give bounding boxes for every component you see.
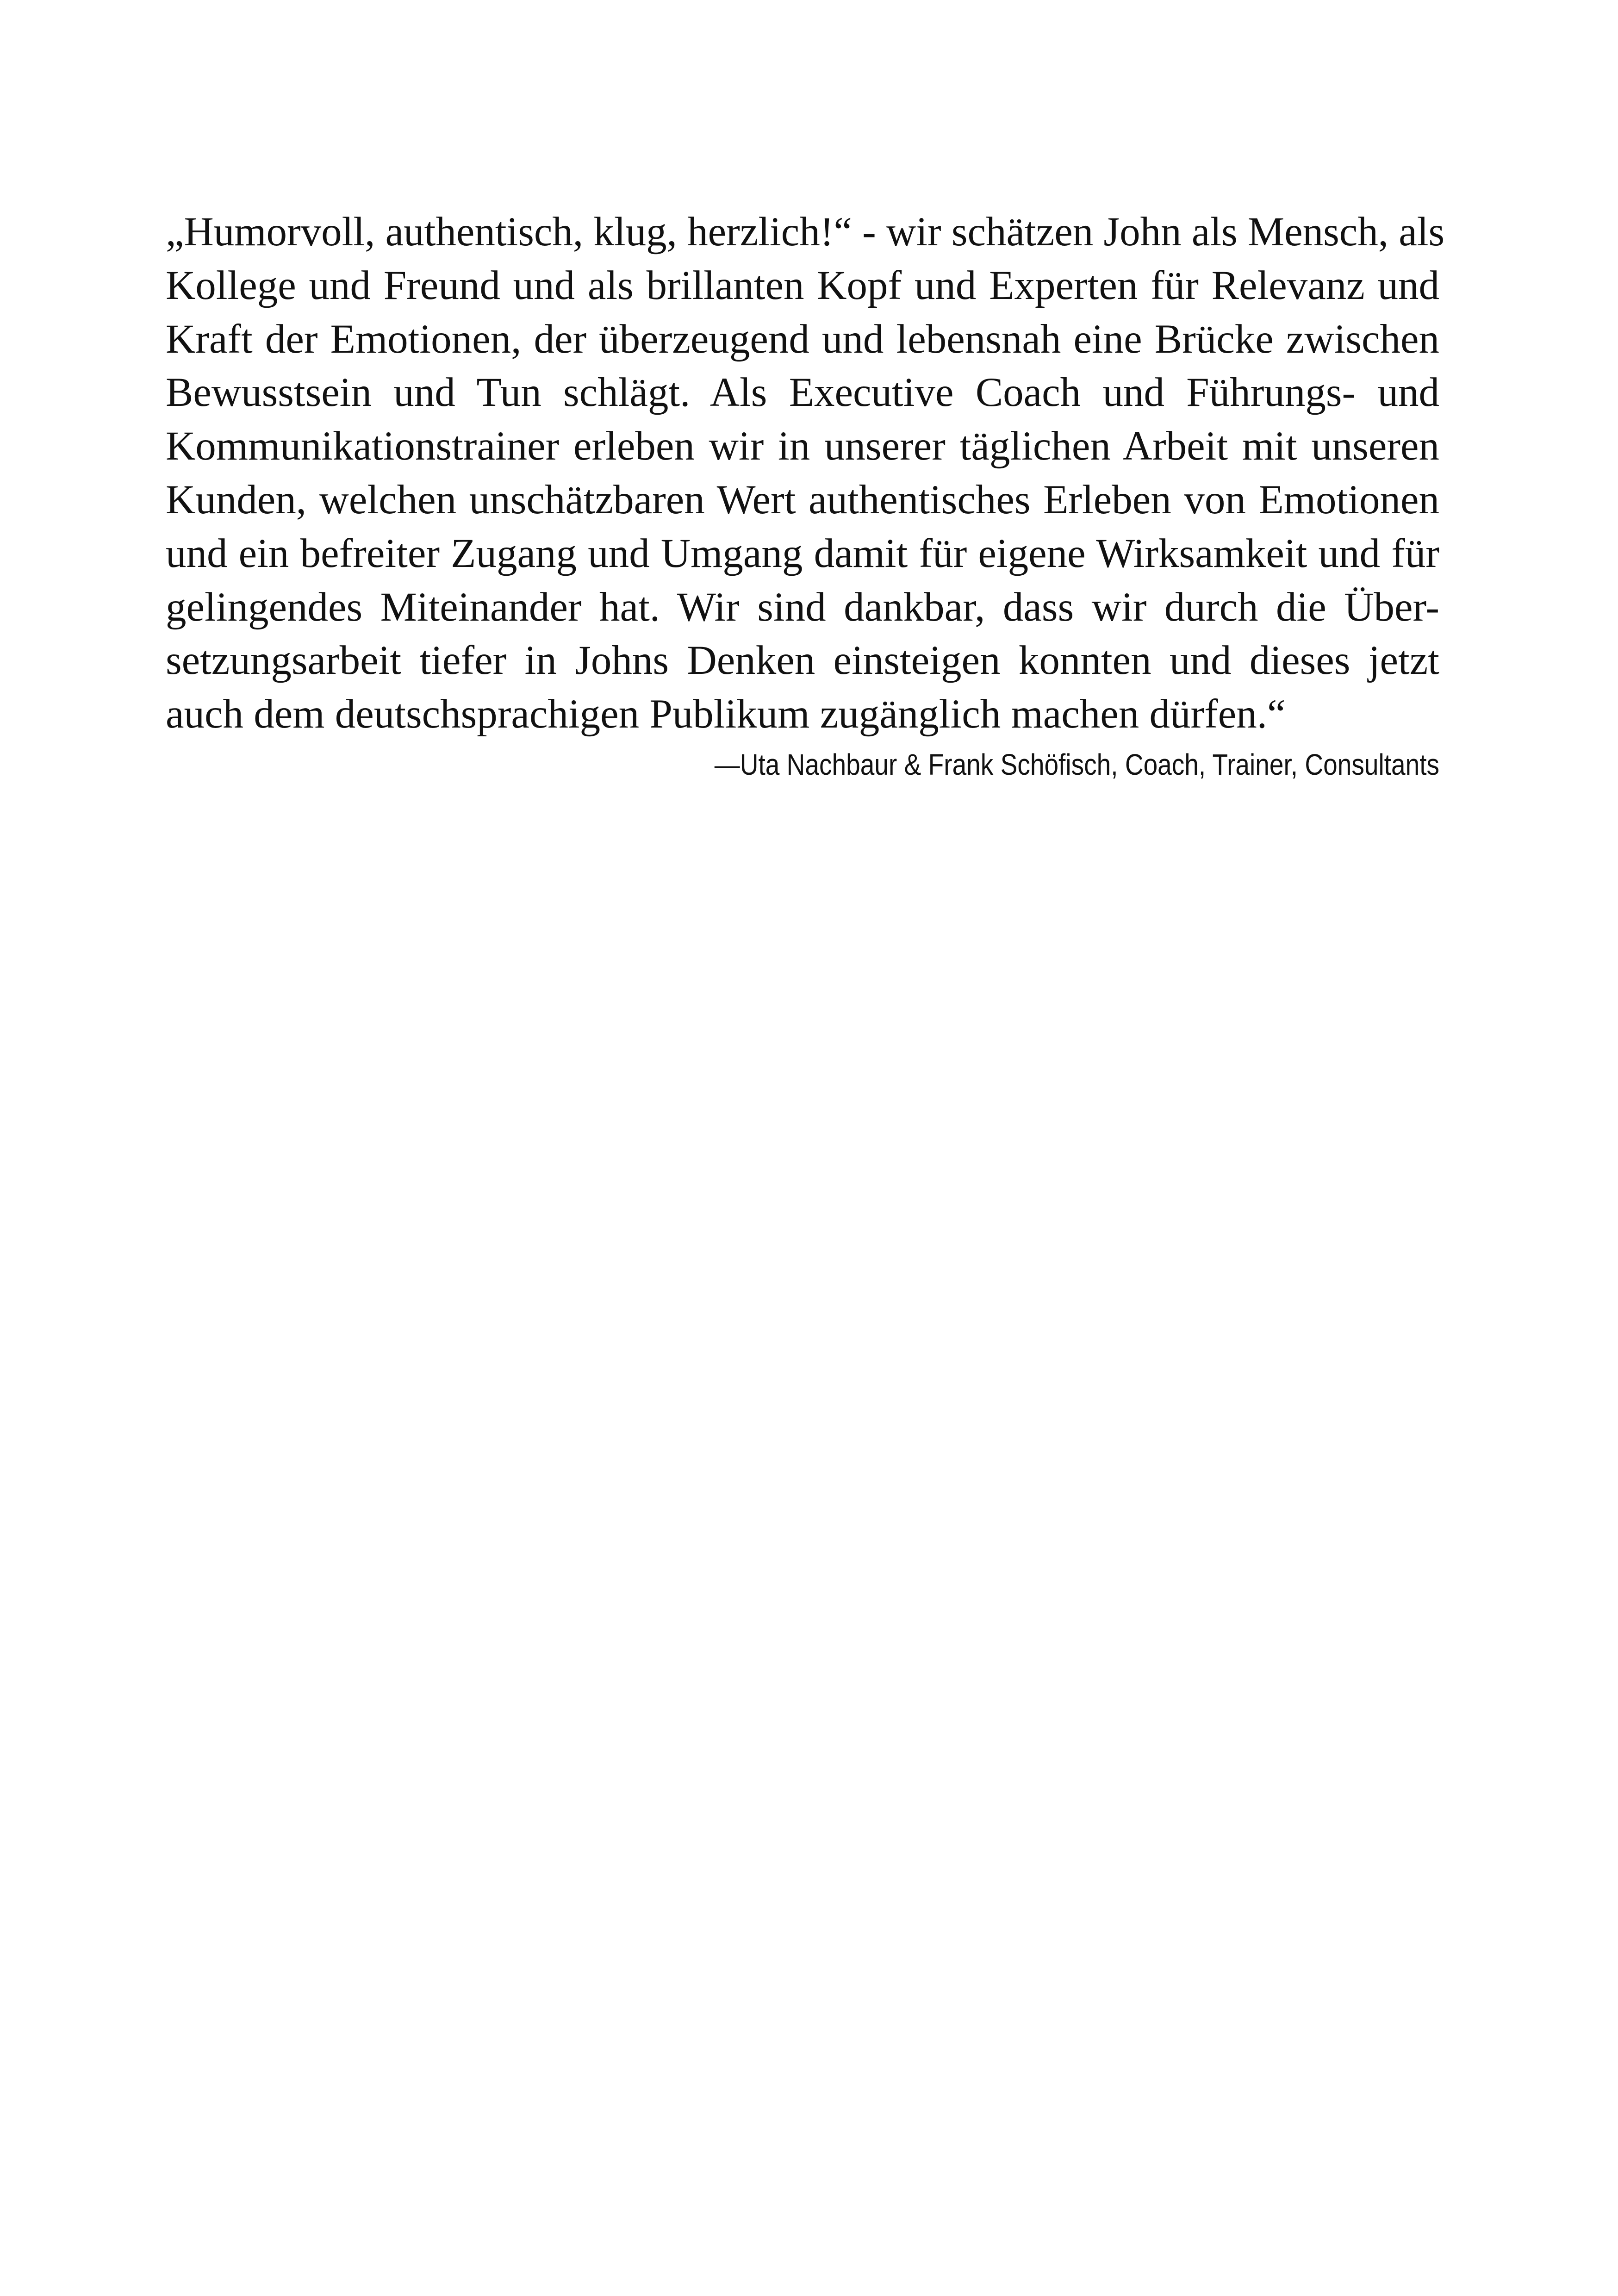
quote-line: Kommunikationstrainer erleben wir in unserer täglichen Arbeit mit unseren xyxy=(166,423,1439,469)
quote-text xyxy=(166,205,1445,741)
quote-line: und ein befreiter Zugang und Umgang damit für eigene Wirksamkeit und für xyxy=(166,530,1439,576)
testimonial-quote xyxy=(166,205,1445,783)
quote-line: gelingendes Miteinander hat. Wir sind dankbar, dass wir durch die Über- xyxy=(166,584,1439,630)
quote-line: Bewusstsein und Tun schlägt. Als Executive Coach und Führungs- und xyxy=(166,370,1439,416)
quote-line: Kraft der Emotionen, der überzeugend und lebensnah eine Brücke zwischen xyxy=(166,316,1439,362)
quote-line: Kollege und Freund und als brillanten Kopf und Experten für Relevanz und xyxy=(166,262,1439,308)
quote-line: auch dem deutschsprachigen Publikum zugänglich machen dürfen.“ xyxy=(166,691,1286,737)
quote-line: Kunden, welchen unschätzbaren Wert authentisches Erleben von Emotionen xyxy=(166,477,1439,523)
quote-line: „Humorvoll, authentisch, klug, herzlich!“ - wir schätzen John als Mensch, als xyxy=(166,209,1445,255)
quote-attribution: —Uta Nachbaur & Frank Schöfisch, Coach, Trainer, Consultants xyxy=(714,747,1439,781)
quote-line: setzungsarbeit tiefer in Johns Denken einsteigen konnten und dieses jetzt xyxy=(166,638,1439,684)
